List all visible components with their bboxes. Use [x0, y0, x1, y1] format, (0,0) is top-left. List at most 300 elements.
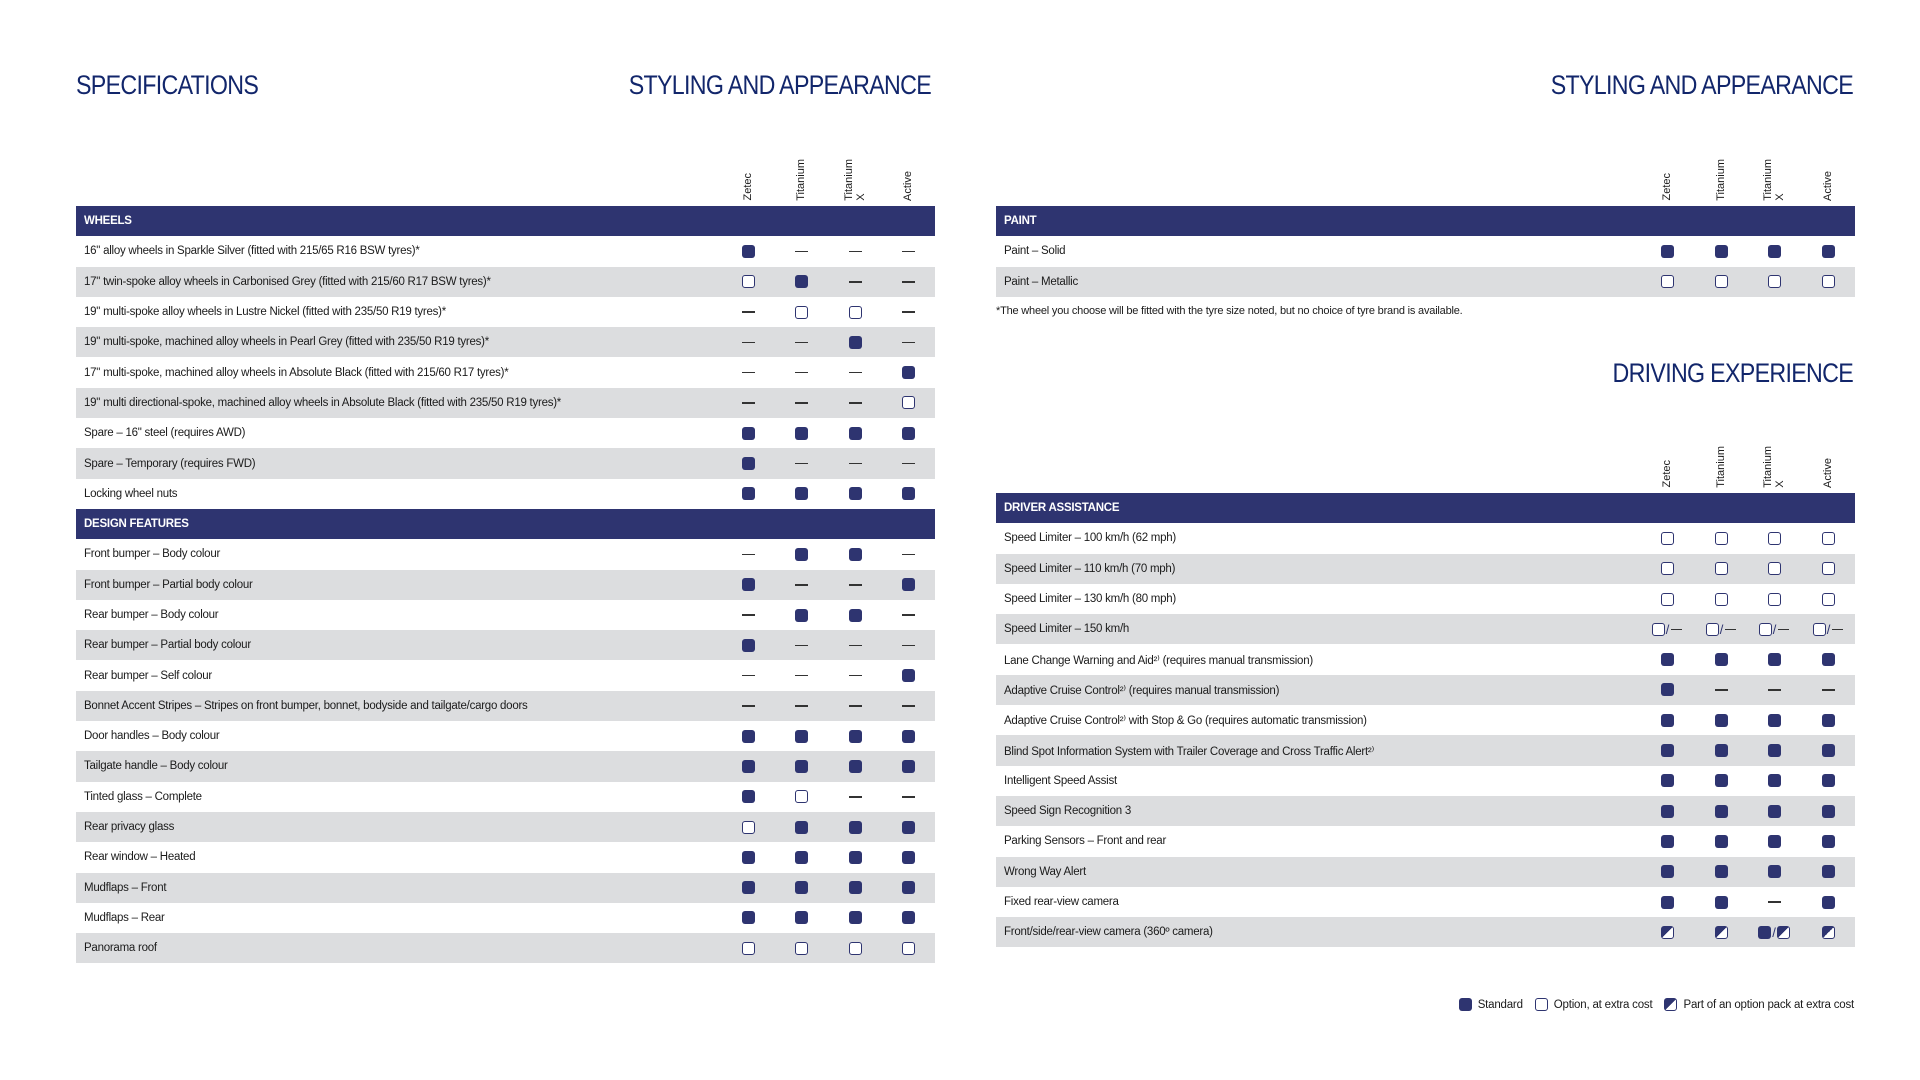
- table-row: [76, 570, 935, 600]
- not-available-icon: [1822, 689, 1835, 691]
- availability-cell: [888, 236, 928, 266]
- not-available-icon: [849, 675, 862, 677]
- standard-icon: [742, 578, 755, 591]
- legend-pack: [1664, 998, 1854, 1011]
- table-row: [76, 873, 935, 903]
- availability-cell: [1701, 675, 1741, 705]
- not-available-icon: [1671, 629, 1682, 631]
- table-row: [996, 766, 1855, 796]
- feature-label: Blind Spot Information System with Trailer Coverage and Cross Traffic Alert²⁾: [1004, 745, 1375, 758]
- standard-icon: [1768, 774, 1781, 787]
- availability-cell: [1754, 766, 1794, 796]
- availability-cell: [888, 903, 928, 933]
- not-available-icon: [795, 645, 808, 647]
- not-available-icon: [902, 281, 915, 283]
- section-header: [76, 509, 935, 539]
- availability-cell: [781, 660, 821, 690]
- legend-standard-label: Standard: [1477, 998, 1523, 1011]
- availability-cell: [1647, 766, 1687, 796]
- not-available-icon: [742, 342, 755, 344]
- slash-separator: /: [1826, 621, 1831, 637]
- availability-cell: [835, 388, 875, 418]
- availability-cell: [728, 297, 768, 327]
- legend-pack-label: Part of an option pack at extra cost: [1683, 998, 1854, 1011]
- availability-cell: [1701, 766, 1741, 796]
- not-available-icon: [849, 796, 862, 798]
- standard-icon: [1715, 805, 1728, 818]
- standard-icon: [795, 275, 808, 288]
- standard-icon: [1768, 245, 1781, 258]
- not-available-icon: [902, 342, 915, 344]
- standard-icon: [742, 760, 755, 773]
- standard-icon: [795, 821, 808, 834]
- availability-cell: [1808, 766, 1848, 796]
- availability-cell: [1701, 857, 1741, 887]
- table-row: [996, 644, 1855, 674]
- table-row: [76, 539, 935, 569]
- option-pack-icon: [1661, 926, 1674, 939]
- availability-cell: [781, 842, 821, 872]
- availability-cell: [888, 357, 928, 387]
- section-header: [996, 206, 1855, 236]
- availability-cell: [1647, 523, 1687, 553]
- availability-cell: [888, 418, 928, 448]
- availability-cell: [1808, 554, 1848, 584]
- not-available-icon: [795, 402, 808, 404]
- availability-cell: [1808, 267, 1848, 297]
- feature-label: Speed Limiter – 150 km/h: [1004, 623, 1130, 636]
- not-available-icon: [902, 705, 915, 707]
- availability-cell: [1647, 236, 1687, 266]
- standard-icon: [849, 487, 862, 500]
- not-available-icon: [795, 251, 808, 253]
- option-icon: [742, 942, 755, 955]
- option-pack-icon: [1715, 926, 1728, 939]
- table-row: [996, 735, 1855, 765]
- availability-cell: [781, 691, 821, 721]
- not-available-icon: [849, 372, 862, 374]
- option-icon: [1715, 562, 1728, 575]
- slash-separator: /: [1772, 924, 1776, 940]
- trim-name: Titanium: [1715, 446, 1727, 488]
- not-available-icon: [742, 554, 755, 556]
- table-row: [996, 796, 1855, 826]
- legend-option-label: Option, at extra cost: [1553, 998, 1653, 1011]
- availability-cell: [835, 630, 875, 660]
- standard-icon: [1715, 865, 1728, 878]
- option-icon: [1661, 275, 1674, 288]
- feature-label: Locking wheel nuts: [84, 487, 178, 500]
- option-icon: [1822, 532, 1835, 545]
- legend: [1447, 998, 1854, 1011]
- table-row: [76, 630, 935, 660]
- availability-cell: [1754, 826, 1794, 856]
- table-row: [76, 933, 935, 963]
- availability-cell: [728, 903, 768, 933]
- table-row: [996, 584, 1855, 614]
- option-icon: [1768, 562, 1781, 575]
- standard-icon: [1715, 835, 1728, 848]
- standard-icon: [902, 821, 915, 834]
- availability-cell: [888, 873, 928, 903]
- wheels-design-table: [76, 206, 935, 963]
- table-row: [996, 267, 1855, 297]
- standard-icon: [902, 730, 915, 743]
- standard-icon: [1715, 245, 1728, 258]
- standard-icon: [1661, 714, 1674, 727]
- feature-label: Front bumper – Body colour: [84, 548, 221, 561]
- standard-icon: [1715, 774, 1728, 787]
- availability-cell: [888, 721, 928, 751]
- page-title-styling-right: STYLING AND APPEARANCE: [1550, 70, 1853, 100]
- table-row: [76, 721, 935, 751]
- availability-cell: [781, 812, 821, 842]
- standard-icon: [1661, 683, 1674, 696]
- standard-icon: [742, 487, 755, 500]
- feature-label: Paint – Metallic: [1004, 275, 1078, 288]
- availability-cell: [781, 933, 821, 963]
- feature-label: Tailgate handle – Body colour: [84, 760, 228, 773]
- table-row: [996, 826, 1855, 856]
- option-icon: [1768, 532, 1781, 545]
- availability-cell: [1754, 796, 1794, 826]
- availability-cell: [728, 539, 768, 569]
- standard-icon: [849, 760, 862, 773]
- not-available-icon: [902, 463, 915, 465]
- availability-cell: [1647, 584, 1687, 614]
- feature-label: Speed Limiter – 110 km/h (70 mph): [1004, 562, 1176, 575]
- standard-icon: [849, 609, 862, 622]
- option-pack-icon: [1822, 926, 1835, 939]
- feature-label: Speed Sign Recognition 3: [1004, 805, 1131, 818]
- availability-cell: [1808, 675, 1848, 705]
- standard-icon: [742, 881, 755, 894]
- availability-cell: [888, 570, 928, 600]
- option-icon: [849, 942, 862, 955]
- availability-cell: [1701, 735, 1741, 765]
- option-icon: [849, 306, 862, 319]
- standard-icon: [795, 427, 808, 440]
- not-available-icon: [1768, 689, 1781, 691]
- not-available-icon: [902, 554, 915, 556]
- availability-cell: [1701, 236, 1741, 266]
- availability-cell: [781, 236, 821, 266]
- trim-name: Zetec: [1661, 460, 1673, 488]
- availability-cell: [835, 539, 875, 569]
- standard-icon: [849, 427, 862, 440]
- availability-cell: [1701, 614, 1741, 644]
- availability-cell: [835, 570, 875, 600]
- standard-icon: [795, 548, 808, 561]
- feature-label: Adaptive Cruise Control²⁾ (requires manual transmission): [1004, 684, 1280, 697]
- table-row: [76, 267, 935, 297]
- availability-cell: [835, 357, 875, 387]
- availability-cell: [1647, 735, 1687, 765]
- standard-icon: [849, 548, 862, 561]
- standard-icon: [902, 911, 915, 924]
- not-available-icon: [795, 372, 808, 374]
- availability-cell: [1647, 857, 1687, 887]
- availability-cell: [781, 267, 821, 297]
- availability-cell: [1808, 584, 1848, 614]
- standard-icon: [742, 790, 755, 803]
- standard-icon: [1661, 865, 1674, 878]
- standard-icon: [902, 487, 915, 500]
- standard-icon: [1661, 896, 1674, 909]
- trim-name: Active: [1822, 458, 1834, 488]
- standard-icon: [742, 911, 755, 924]
- availability-cell: [728, 933, 768, 963]
- availability-cell: [835, 267, 875, 297]
- option-pack-icon: [1664, 998, 1677, 1011]
- table-row: [996, 523, 1855, 553]
- not-available-icon: [849, 463, 862, 465]
- not-available-icon: [742, 402, 755, 404]
- feature-label: Spare – Temporary (requires FWD): [84, 457, 256, 470]
- standard-icon: [1768, 835, 1781, 848]
- standard-icon: [795, 609, 808, 622]
- option-icon: [1768, 593, 1781, 606]
- feature-label: Intelligent Speed Assist: [1004, 774, 1117, 787]
- driver-assistance-table: [996, 493, 1855, 947]
- standard-icon: [1768, 805, 1781, 818]
- feature-label: Spare – 16" steel (requires AWD): [84, 427, 246, 440]
- availability-cell: [1754, 554, 1794, 584]
- availability-cell: [835, 842, 875, 872]
- availability-cell: [888, 782, 928, 812]
- availability-cell: [728, 418, 768, 448]
- standard-icon: [795, 911, 808, 924]
- feature-label: Rear bumper – Self colour: [84, 669, 212, 682]
- availability-cell: [888, 660, 928, 690]
- standard-icon: [1715, 653, 1728, 666]
- standard-icon: [902, 578, 915, 591]
- availability-cell: [728, 388, 768, 418]
- not-available-icon: [795, 675, 808, 677]
- feature-label: Front/side/rear-view camera (360º camera): [1004, 926, 1213, 939]
- section-title: DRIVER ASSISTANCE: [1004, 502, 1120, 515]
- section-header: [76, 206, 935, 236]
- availability-cell: [728, 600, 768, 630]
- availability-cell: [728, 751, 768, 781]
- feature-label: Lane Change Warning and Aid²⁾ (requires manual transmission): [1004, 654, 1313, 667]
- feature-label: Fixed rear-view camera: [1004, 896, 1119, 908]
- standard-icon: [742, 427, 755, 440]
- table-row: [76, 327, 935, 357]
- availability-cell: [1647, 614, 1687, 644]
- standard-icon: [1758, 926, 1771, 939]
- option-icon: [1661, 532, 1674, 545]
- availability-cell: [1701, 584, 1741, 614]
- standard-icon: [1822, 805, 1835, 818]
- standard-icon: [795, 487, 808, 500]
- standard-icon: [902, 881, 915, 894]
- option-icon: [1822, 562, 1835, 575]
- availability-cell: [728, 782, 768, 812]
- table-row: [76, 751, 935, 781]
- availability-cell: [835, 327, 875, 357]
- section-title: DESIGN FEATURES: [84, 518, 189, 531]
- not-available-icon: [1715, 689, 1728, 691]
- availability-cell: [781, 570, 821, 600]
- option-icon: [795, 942, 808, 955]
- table-row: [996, 236, 1855, 266]
- availability-cell: [835, 812, 875, 842]
- feature-label: Speed Limiter – 100 km/h (62 mph): [1004, 532, 1177, 545]
- table-row: [76, 448, 935, 478]
- availability-cell: [1701, 267, 1741, 297]
- availability-cell: [1701, 887, 1741, 917]
- option-icon: [1813, 623, 1826, 636]
- availability-cell: [1647, 267, 1687, 297]
- feature-label: Bonnet Accent Stripes – Stripes on front bumper, bonnet, bodyside and tailgate/cargo doors: [84, 699, 528, 712]
- feature-label: Front bumper – Partial body colour: [84, 578, 253, 591]
- availability-cell: [1701, 917, 1741, 947]
- option-pack-icon: [1777, 926, 1790, 939]
- not-available-icon: [902, 645, 915, 647]
- standard-icon: [1768, 653, 1781, 666]
- availability-cell: [1808, 857, 1848, 887]
- standard-icon: [849, 821, 862, 834]
- page-title-specifications: SPECIFICATIONS: [76, 70, 259, 100]
- not-available-icon: [1778, 629, 1789, 631]
- slash-separator: /: [1719, 621, 1724, 637]
- not-available-icon: [795, 342, 808, 344]
- feature-label: Wrong Way Alert: [1004, 865, 1086, 878]
- option-icon: [1822, 593, 1835, 606]
- availability-cell: [888, 600, 928, 630]
- column-headers-right-top: [0, 153, 1920, 201]
- not-available-icon: [742, 614, 755, 616]
- availability-cell: [1754, 735, 1794, 765]
- availability-cell: [781, 297, 821, 327]
- availability-cell: [1808, 826, 1848, 856]
- availability-cell: [781, 751, 821, 781]
- standard-icon: [795, 851, 808, 864]
- availability-cell: [781, 600, 821, 630]
- slash-separator: /: [1665, 621, 1670, 637]
- section-title: PAINT: [1004, 215, 1037, 228]
- column-header: [1654, 153, 1680, 201]
- standard-icon: [1768, 744, 1781, 757]
- availability-cell: [1754, 917, 1794, 947]
- availability-cell: [1701, 705, 1741, 735]
- standard-icon: [849, 336, 862, 349]
- availability-cell: [781, 418, 821, 448]
- trim-name: Titanium: [1715, 159, 1727, 201]
- standard-icon: [1459, 998, 1472, 1011]
- standard-icon: [1768, 714, 1781, 727]
- availability-cell: [728, 812, 768, 842]
- option-icon: [795, 790, 808, 803]
- availability-cell: [1808, 796, 1848, 826]
- availability-cell: [781, 479, 821, 509]
- feature-label: Mudflaps – Front: [84, 881, 167, 894]
- table-row: [996, 554, 1855, 584]
- availability-cell: [1754, 614, 1794, 644]
- availability-cell: [728, 570, 768, 600]
- not-available-icon: [742, 675, 755, 677]
- feature-label: Rear bumper – Partial body colour: [84, 639, 251, 652]
- standard-icon: [849, 881, 862, 894]
- availability-cell: [1754, 584, 1794, 614]
- trim-name: Titanium X: [1762, 446, 1786, 488]
- page-title-driving-experience: DRIVING EXPERIENCE: [1612, 358, 1853, 388]
- standard-icon: [1661, 245, 1674, 258]
- availability-cell: [835, 236, 875, 266]
- availability-cell: [728, 842, 768, 872]
- option-icon: [1822, 275, 1835, 288]
- feature-label: Panorama roof: [84, 942, 157, 955]
- standard-icon: [849, 911, 862, 924]
- not-available-icon: [742, 705, 755, 707]
- availability-cell: [888, 448, 928, 478]
- trim-name: Titanium X: [1762, 159, 1786, 201]
- availability-cell: [835, 782, 875, 812]
- availability-cell: [1754, 857, 1794, 887]
- availability-cell: [1647, 644, 1687, 674]
- not-available-icon: [902, 614, 915, 616]
- standard-icon: [1715, 744, 1728, 757]
- legend-option: [1535, 998, 1653, 1011]
- option-icon: [795, 306, 808, 319]
- section-header: [996, 493, 1855, 523]
- standard-icon: [849, 730, 862, 743]
- column-header: [1708, 440, 1734, 488]
- standard-icon: [1715, 896, 1728, 909]
- standard-icon: [1715, 714, 1728, 727]
- table-row: [76, 236, 935, 266]
- not-available-icon: [795, 705, 808, 707]
- availability-cell: [888, 539, 928, 569]
- standard-icon: [902, 427, 915, 440]
- availability-cell: [1808, 644, 1848, 674]
- availability-cell: [1808, 735, 1848, 765]
- option-icon: [742, 821, 755, 834]
- not-available-icon: [902, 251, 915, 253]
- feature-label: 19" multi-spoke alloy wheels in Lustre Nickel (fitted with 235/50 R19 tyres)*: [84, 306, 446, 319]
- availability-cell: [728, 691, 768, 721]
- standard-icon: [795, 730, 808, 743]
- trim-name: Zetec: [742, 173, 754, 201]
- standard-icon: [1822, 653, 1835, 666]
- table-row: [996, 705, 1855, 735]
- availability-cell: [781, 630, 821, 660]
- availability-cell: [728, 479, 768, 509]
- feature-label: 19" multi directional-spoke, machined alloy wheels in Absolute Black (fitted with 235/50 R19 tyres)*: [84, 396, 562, 409]
- availability-cell: [1701, 523, 1741, 553]
- not-available-icon: [795, 463, 808, 465]
- availability-cell: [1701, 826, 1741, 856]
- availability-cell: [1754, 267, 1794, 297]
- table-row: [76, 660, 935, 690]
- availability-cell: [888, 388, 928, 418]
- option-icon: [1715, 532, 1728, 545]
- availability-cell: [1647, 917, 1687, 947]
- standard-icon: [795, 760, 808, 773]
- option-icon: [1768, 275, 1781, 288]
- availability-cell: [728, 327, 768, 357]
- availability-cell: [1808, 523, 1848, 553]
- availability-cell: [888, 842, 928, 872]
- option-icon: [1535, 998, 1548, 1011]
- footnote: *The wheel you choose will be fitted with the tyre size noted, but no choice of tyre brand is available.: [996, 305, 1463, 317]
- column-header: [1761, 440, 1787, 488]
- table-row: [76, 357, 935, 387]
- page-title-styling-left: STYLING AND APPEARANCE: [628, 70, 931, 100]
- option-icon: [902, 396, 915, 409]
- availability-cell: [835, 297, 875, 327]
